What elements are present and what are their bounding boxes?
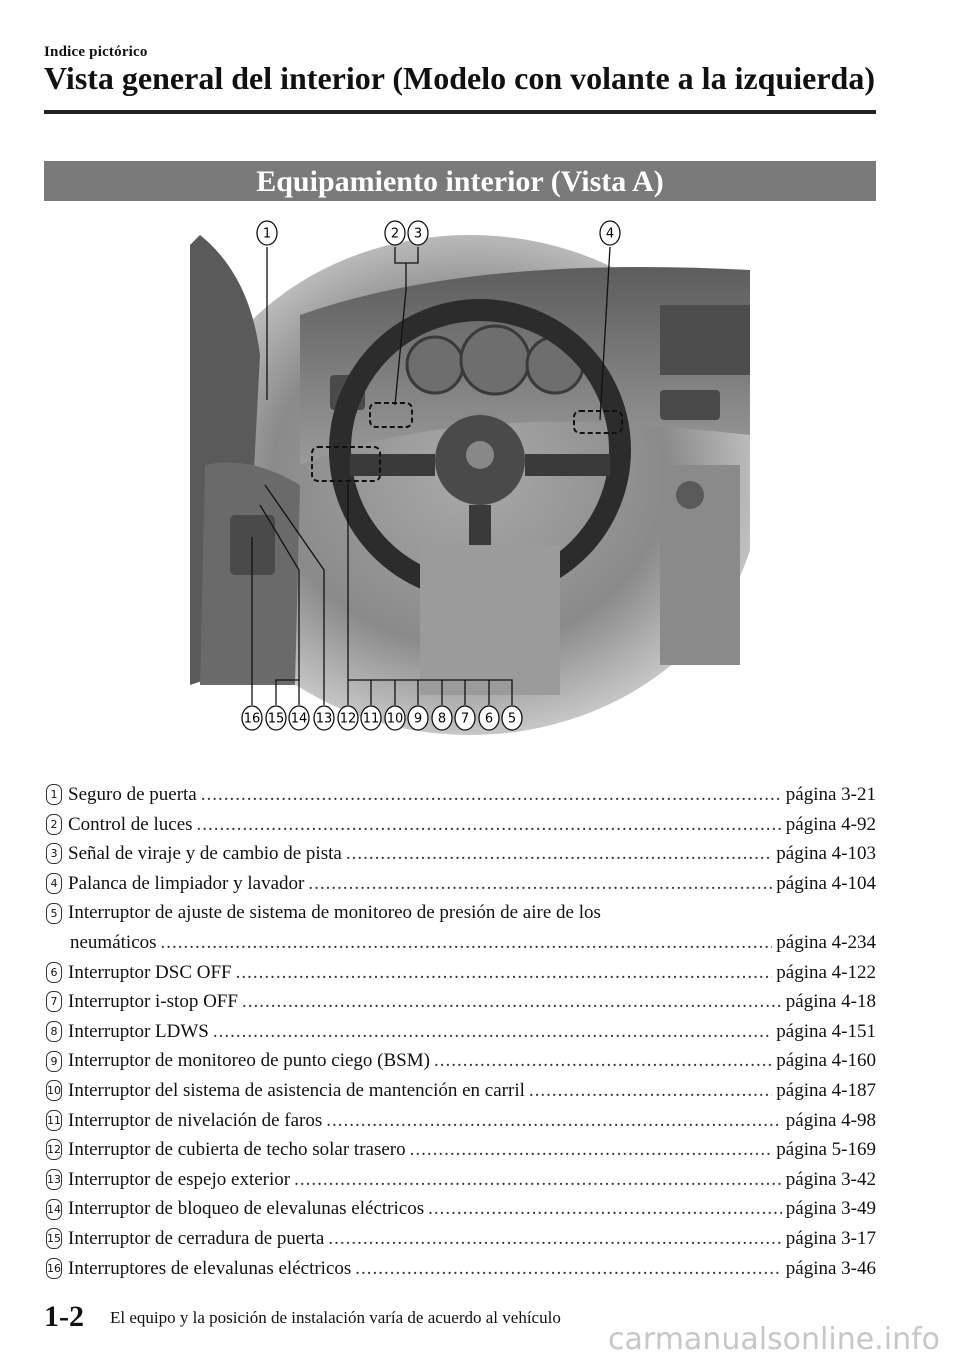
hazard-knob [676, 481, 704, 509]
legend-list [44, 780, 876, 1283]
leader-dots [294, 1165, 782, 1195]
leader-dots [529, 1076, 772, 1106]
page-reference: página 4-122 [776, 961, 876, 983]
watermark: carmanualsonline.info [608, 1322, 940, 1357]
footer-page-number: 1-2 [44, 1300, 84, 1333]
callout-number-icon: 7 [46, 991, 62, 1012]
legend-item [44, 898, 876, 928]
legend-item [44, 810, 876, 840]
callout-number: 6 [484, 711, 494, 727]
page-reference: página 3-49 [785, 1198, 876, 1220]
legend-item [44, 1106, 876, 1136]
legend-label: Interruptor de cubierta de techo solar trasero [68, 1139, 406, 1161]
leader-dots [326, 1106, 781, 1136]
legend-label: Interruptor LDWS [68, 1020, 209, 1042]
legend-item [44, 1194, 876, 1224]
leader-dots [346, 839, 772, 869]
callout-number-icon: 11 [46, 1110, 62, 1131]
page-reference: página 3-46 [785, 1257, 876, 1279]
callout-number: 10 [386, 711, 404, 727]
interior-figure [190, 215, 750, 735]
callout-number-icon: 15 [46, 1228, 62, 1249]
callout-number-icon: 4 [46, 873, 62, 894]
legend-label: Interruptor de monitoreo de punto ciego (BSM) [68, 1050, 430, 1072]
callout-number-icon: 2 [46, 814, 62, 835]
legend-label: Seguro de puerta [68, 784, 197, 805]
leader-dots [161, 928, 773, 958]
center-screen [660, 305, 750, 375]
legend-item [44, 1017, 876, 1047]
steering-logo [466, 441, 494, 469]
leader-dots [201, 780, 782, 810]
legend-item [44, 1254, 876, 1284]
callout-number: 7 [460, 711, 470, 727]
legend-label: Control de luces [68, 813, 193, 835]
section-label: Indice pictórico [44, 44, 148, 60]
callout-number: 5 [507, 711, 517, 727]
legend-item [44, 839, 876, 869]
callout-number: 14 [290, 711, 308, 727]
section-banner: Equipamiento interior (Vista A) [44, 161, 876, 201]
leader-dots [328, 1224, 781, 1254]
page-title: Vista general del interior (Modelo con volante a la izquierda) [44, 60, 875, 96]
leader-dots [355, 1254, 781, 1284]
vent-right [660, 390, 720, 420]
page-reference: página 4-151 [776, 1020, 876, 1042]
callout-number: 11 [362, 711, 380, 727]
legend-item [44, 1165, 876, 1195]
callout-number-icon: 8 [46, 1021, 62, 1042]
callout-number: 1 [262, 226, 272, 242]
legend-label: Interruptor de espejo exterior [68, 1168, 291, 1190]
legend-label: Interruptor de ajuste de sistema de monitoreo de presión de aire de los [68, 902, 601, 924]
page-reference: página 4-160 [776, 1050, 876, 1072]
callout-number-icon: 14 [46, 1199, 62, 1220]
legend-label: Interruptor DSC OFF [68, 961, 232, 983]
legend-label: Palanca de limpiador y lavador [68, 872, 305, 894]
legend-label: Interruptor de nivelación de faros [68, 1109, 323, 1131]
callout-number-icon: 9 [46, 1051, 62, 1072]
legend-label: Interruptor de cerradura de puerta [68, 1227, 325, 1249]
page-reference: página 4-103 [776, 843, 876, 865]
page-reference: página 3-17 [785, 1227, 876, 1249]
leader-dots [242, 987, 782, 1017]
legend-label: Señal de viraje y de cambio de pista [68, 843, 342, 865]
gauge-center [461, 326, 529, 394]
callout-number-icon: 10 [46, 1080, 62, 1101]
callout-number: 4 [605, 226, 615, 242]
callout-number: 13 [315, 711, 333, 727]
page-reference: página 4-104 [776, 872, 876, 894]
legend-label: Interruptor de bloqueo de elevalunas eléctricos [68, 1198, 425, 1220]
footer-note: El equipo y la posición de instalación varía de acuerdo al vehículo [110, 1308, 561, 1327]
leader-dots [308, 869, 772, 899]
callout-number-icon: 6 [46, 962, 62, 983]
leader-dots [434, 1046, 772, 1076]
legend-item [44, 1135, 876, 1165]
legend-label: Interruptor del sistema de asistencia de mantención en carril [68, 1079, 525, 1101]
callout-number-icon: 3 [46, 843, 62, 864]
callout-number-icon: 16 [46, 1258, 62, 1279]
pedal-area [420, 545, 560, 695]
legend-label: Interruptor i-stop OFF [68, 991, 238, 1013]
interior-photo [190, 215, 750, 735]
page-reference: página 3-42 [785, 1168, 876, 1190]
page-reference: página 4-187 [776, 1079, 876, 1101]
callout-number: 2 [390, 226, 400, 242]
leader-dots [428, 1194, 782, 1224]
callout-number: 16 [243, 711, 261, 727]
callout-number-icon: 1 [46, 784, 62, 805]
leader-dots [410, 1135, 773, 1165]
page-reference: página 5-169 [776, 1139, 876, 1161]
legend-item [44, 780, 876, 810]
page-reference: página 3-21 [785, 784, 876, 805]
page-reference: página 4-18 [785, 991, 876, 1013]
callout-number: 15 [267, 711, 285, 727]
legend-item-continuation [44, 928, 876, 958]
legend-label-continuation: neumáticos [70, 931, 157, 953]
leader-dots [213, 1017, 772, 1047]
callout-number: 12 [339, 711, 357, 727]
leader-dots [197, 810, 782, 840]
leader-dots [236, 958, 773, 988]
title-rule [44, 110, 876, 114]
callout-number: 9 [413, 711, 423, 727]
legend-item [44, 958, 876, 988]
callout-number: 8 [437, 711, 447, 727]
legend-item [44, 869, 876, 899]
page-reference: página 4-98 [785, 1109, 876, 1131]
legend-item [44, 1046, 876, 1076]
callout-number-icon: 13 [46, 1169, 62, 1190]
legend-label: Interruptores de elevalunas eléctricos [68, 1257, 352, 1279]
legend-item [44, 1224, 876, 1254]
callout-number: 3 [413, 226, 423, 242]
callout-number-icon: 12 [46, 1139, 62, 1160]
page-reference: página 4-92 [785, 813, 876, 835]
callout-number-icon: 5 [46, 903, 62, 924]
gauge-left [407, 337, 463, 393]
page-reference: página 4-234 [776, 931, 876, 953]
legend-item [44, 1076, 876, 1106]
legend-item [44, 987, 876, 1017]
